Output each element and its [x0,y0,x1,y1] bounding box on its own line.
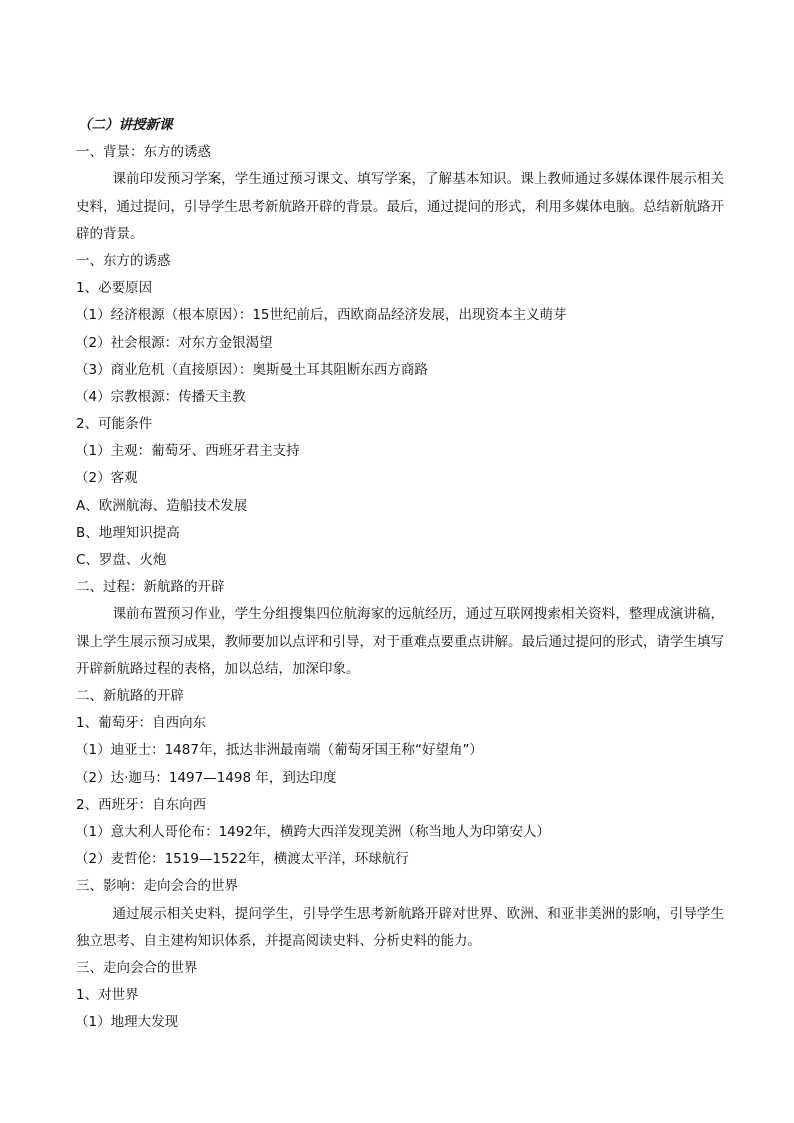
section-background-title: 一、背景：东方的诱惑 [76,144,211,161]
section-impact-title: 三、影响：走向会合的世界 [76,878,238,895]
columbus-voyage: （1）意大利人哥伦布：1492年，横跨大西洋发现美洲（称当地人为印第安人） [75,823,550,840]
new-routes-title: 二、新航路的开辟 [76,688,184,705]
eastern-temptation-title: 一、东方的诱惑 [76,252,171,269]
geographic-discovery: （1）地理大发现 [75,1014,179,1031]
cause-economic: （1）经济根源（根本原因）：15世纪前后，西欧商品经济发展，出现资本主义萌芽 [75,307,567,324]
impact-on-world-title: 1、对世界 [76,987,139,1004]
cause-social: （2）社会根源：对东方金银渴望 [75,334,273,351]
condition-c: C、罗盘、火炮 [76,552,167,569]
portugal-title: 1、葡萄牙：自西向东 [76,715,207,732]
cause-commercial: （3）商业危机（直接原因）：奥斯曼土耳其阻断东西方商路 [75,361,428,378]
lesson-heading: （二）讲授新课 [78,117,173,133]
condition-subjective: （1）主观：葡萄牙、西班牙君主支持 [75,443,300,460]
condition-a: A、欧洲航海、造船技术发展 [76,497,248,514]
spain-title: 2、西班牙：自东向西 [76,796,207,813]
possible-conditions-title: 2、可能条件 [76,416,153,433]
condition-b: B、地理知识提高 [76,524,180,541]
lesson-content [76,112,724,1037]
process-teaching-paragraph: 课前布置预习作业，学生分组搜集四位航海家的远航经历，通过互联网搜索相关资料，整理成演讲稿，课上学生展示预习成果，教师要加以点评和引导，对于重难点要重点讲解。最后通过提问的形式，请学生填写开辟新航路过程的表格，加以总结，加深印象。 [76,606,724,677]
converging-world-title: 三、走向会合的世界 [76,959,198,976]
section-process-title: 二、过程：新航路的开辟 [76,579,225,596]
necessary-causes-title: 1、必要原因 [76,280,153,297]
condition-objective: （2）客观 [75,470,138,487]
cause-religious: （4）宗教根源：传播天主教 [75,388,246,405]
dias-voyage: （1）迪亚士：1487年，抵达非洲最南端（葡萄牙国王称“好望角”） [75,742,483,759]
gama-voyage: （2）达·迦马：1497—1498 年，到达印度 [75,769,337,786]
magellan-voyage: （2）麦哲伦：1519—1522年，横渡太平洋，环球航行 [75,851,409,868]
impact-teaching-paragraph: 通过展示相关史料，提问学生，引导学生思考新航路开辟对世界、欧洲、和亚非美洲的影响，引导学生独立思考、自主建构知识体系，并提高阅读史料、分析史料的能力。 [76,905,724,949]
background-teaching-paragraph: 课前印发预习学案，学生通过预习课文、填写学案，了解基本知识。课上教师通过多媒体课件展示相关史料，通过提问，引导学生思考新航路开辟的背景。最后，通过提问的形式，利用多媒体电脑。总结新航路开辟的背景。 [76,171,724,242]
